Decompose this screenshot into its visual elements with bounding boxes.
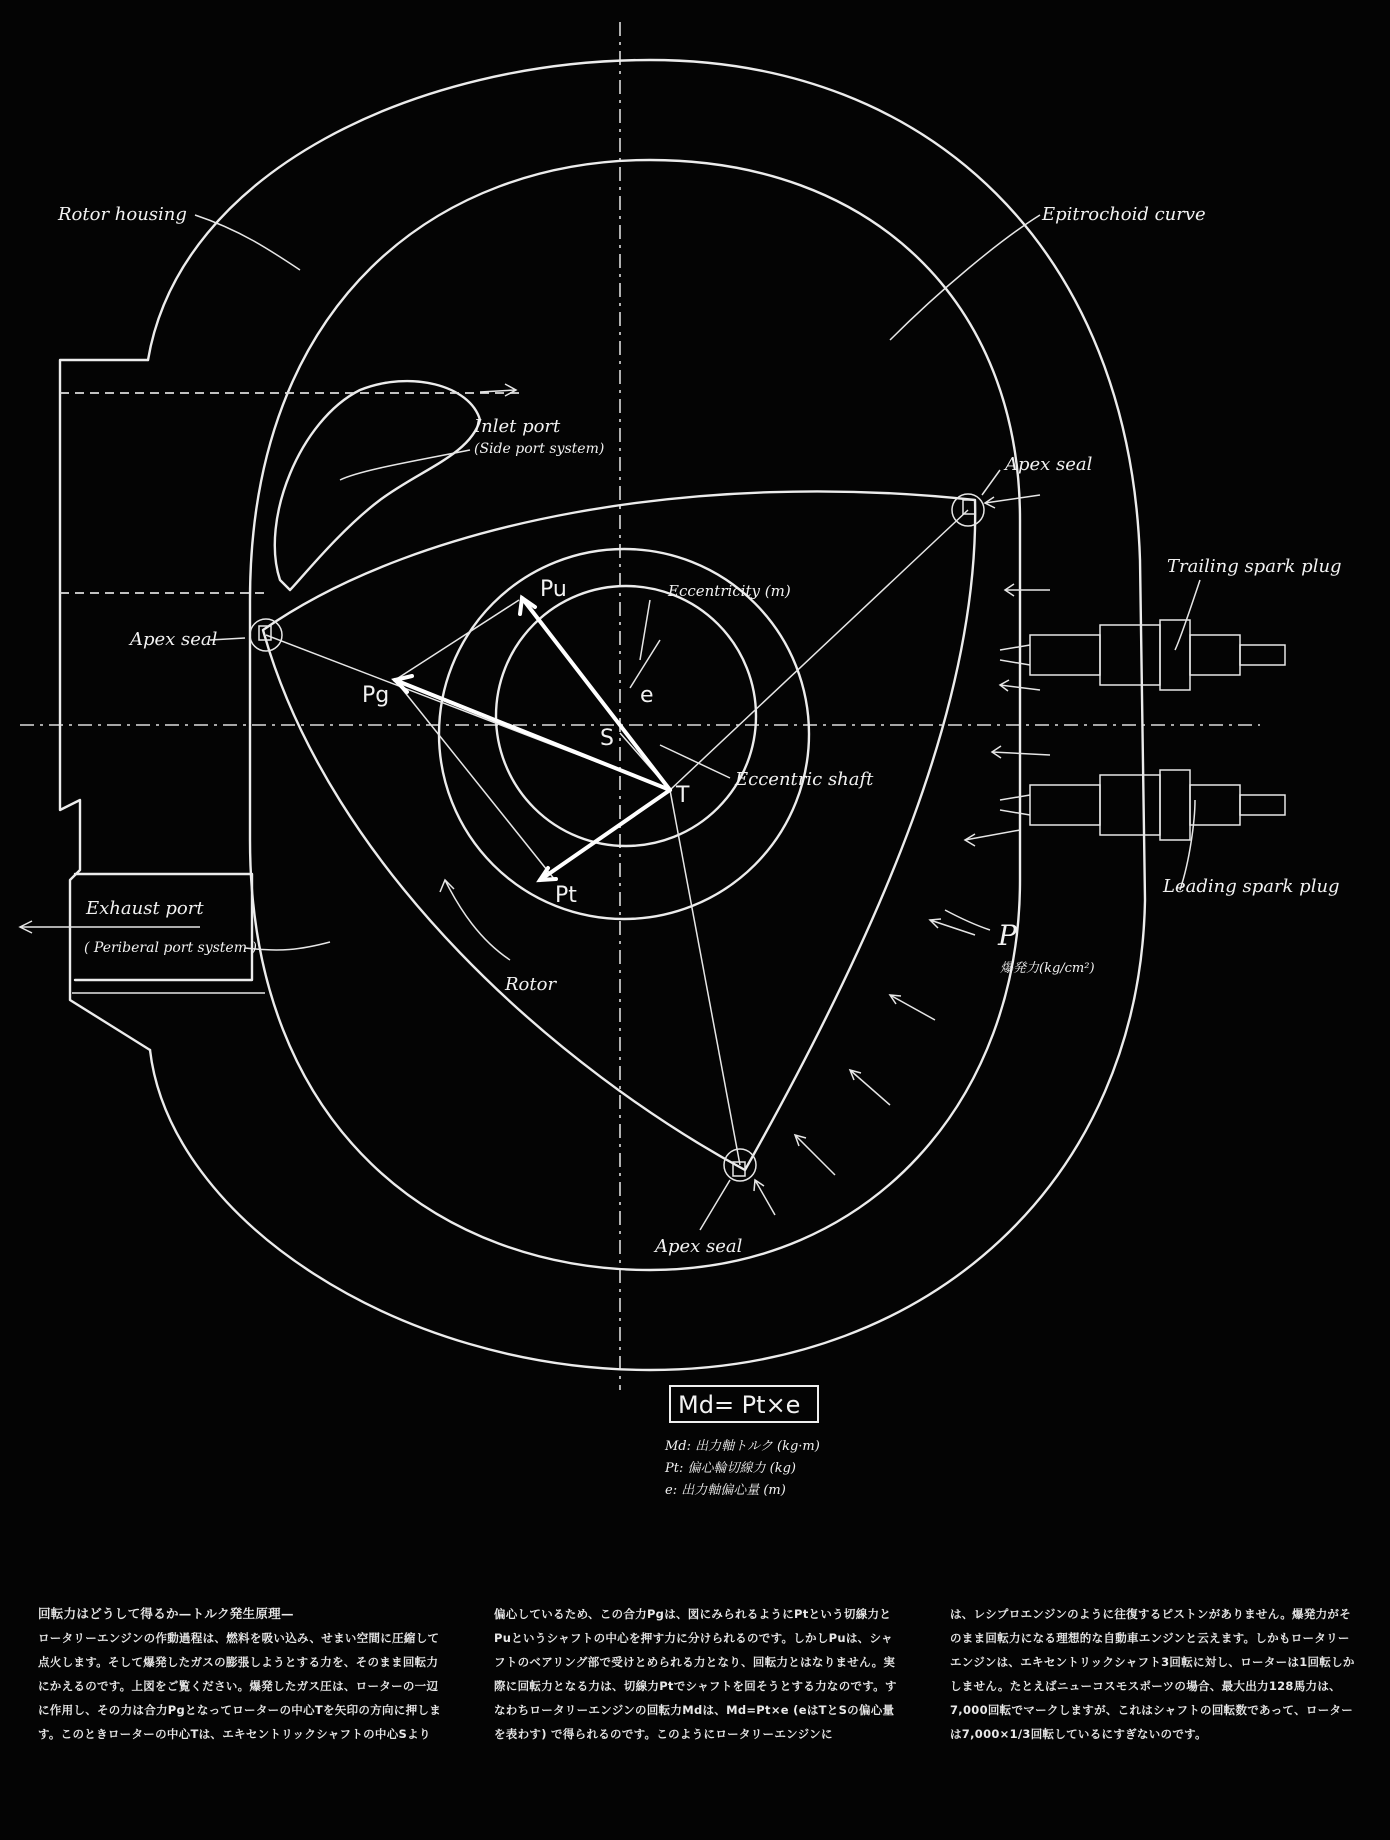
label-leading-spark-plug: Leading spark plug (1163, 876, 1340, 897)
text-column-1 (38, 1602, 446, 1746)
label-s: S (600, 726, 614, 751)
label-exhaust-port: Exhaust port (86, 898, 204, 919)
label-pt: Pt (555, 883, 577, 908)
label-eccentric-shaft: Eccentric shaft (735, 769, 874, 790)
pressure-arrows (754, 495, 1050, 1215)
formula-main: Md= Pt×e (678, 1391, 801, 1419)
label-pg: Pg (362, 683, 390, 708)
label-e: e (640, 683, 654, 708)
rotor (263, 491, 975, 1170)
label-pressure: P (998, 919, 1017, 952)
label-pu: Pu (540, 577, 567, 602)
body-col3: は、レシプロエンジンのように往復するピストンがありません。爆発力がそのまま回転力になる理想的な自動車エンジンと云えます。しかもロータリーエンジンは、エキセントリックシャフト3回転に対し、ローターは1回転しかしません。たとえばニューコスモスポーツの場合、最大出力128馬力は、7,000回転でマークしますが、これはシャフトの回転数であって、ローターは7,000×1/3回転しているにすぎないのです。 (950, 1607, 1355, 1741)
body-col2: 偏心しているため、この合力Pgは、図にみられるようにPtという切線力とPuというシャフトの中心を押す力に分けられるのです。しかしPuは、シャフトのベアリング部で受けとめられる力となり、回転力とはなりません。実際に回転力となる力は、切線力Ptでシャフトを回そうとする力なのです。すなわちロータリーエンジンの回転力Mdは、Md=Pt×e (eはTとSの偏心量を表わす) で得られるのです。このようにロータリーエンジンに (494, 1607, 897, 1741)
formula-line3: e: 出力軸偏心量 (m) (665, 1483, 786, 1498)
label-t: T (676, 783, 690, 808)
text-column-2 (494, 1602, 902, 1746)
label-eccentricity: Eccentricity (m) (668, 582, 791, 600)
rotor-internal-gear (439, 549, 809, 919)
text-column-3 (950, 1602, 1358, 1746)
label-inlet-port: Inlet port (474, 416, 561, 437)
pt-arrow (540, 790, 670, 880)
label-apex-seal-top: Apex seal (1005, 454, 1093, 475)
body-text (38, 1602, 1358, 1746)
label-exhaust-port-sub: ( Periberal port system ) (84, 940, 257, 956)
label-apex-seal-bottom: Apex seal (655, 1236, 743, 1257)
rotor-gear-circle (496, 586, 756, 846)
inlet-port (275, 381, 480, 590)
label-epitrochoid-curve: Epitrochoid curve (1042, 204, 1206, 225)
body-heading: 回転力はどうして得るか—トルク発生原理— (38, 1606, 294, 1621)
label-pressure-note: 爆発力(kg/cm²) (1000, 961, 1095, 976)
body-col1: ロータリーエンジンの作動過程は、燃料を吸い込み、せまい空間に圧縮して点火します。そして爆発したガスの膨張しようとする力を、そのまま回転力にかえるのです。上図をご覧ください。爆発したガス圧は、ローターの一辺に作用し、その力は合力Pgとなってローターの中心Tを矢印の方向に押します。このときローターの中心Tは、エキセントリックシャフトの中心Sより (38, 1631, 442, 1741)
label-apex-seal-left: Apex seal (130, 629, 218, 650)
label-rotor: Rotor (505, 974, 557, 995)
label-rotor-housing: Rotor housing (58, 204, 187, 225)
rotor-housing-outer (148, 60, 1145, 1370)
label-trailing-spark-plug: Trailing spark plug (1167, 556, 1342, 577)
formula-line2: Pt: 偏心輪切線力 (kg) (665, 1461, 796, 1476)
label-inlet-port-sub: (Side port system) (474, 441, 605, 457)
formula-line1: Md: 出力軸トルク (kg·m) (665, 1439, 820, 1454)
